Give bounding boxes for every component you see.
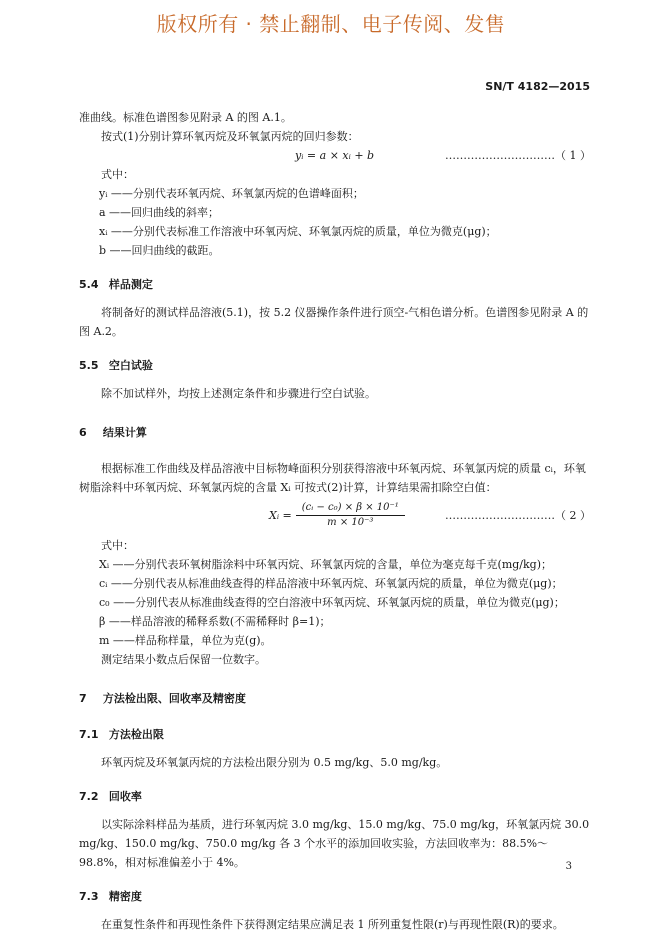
standard-code: SN/T 4182—2015 (485, 80, 590, 93)
section-7-3-text: 在重复性条件和再现性条件下获得测定结果应满足表 1 所列重复性限(r)与再现性限(R)的要求。 (101, 918, 564, 931)
section-title: 方法检出限、回收率及精密度 (102, 692, 246, 705)
section-number: 5.5 (79, 359, 99, 372)
formula-2 (79, 501, 591, 530)
formula-2-fraction (296, 501, 405, 530)
section-number: 6 (79, 426, 87, 439)
section-title: 精密度 (108, 890, 142, 903)
variable-definition: a ——回归曲线的斜率； (99, 206, 220, 219)
variable-definition: b ——回归曲线的截距。 (99, 244, 220, 257)
section-title: 样品测定 (108, 278, 153, 291)
section-title: 空白试验 (108, 359, 153, 372)
section-heading-7-2 (79, 787, 591, 806)
section-number: 7.1 (79, 728, 99, 741)
section-heading-7 (79, 689, 591, 708)
section-7-1-text: 环氧丙烷及环氧氯丙烷的方法检出限分别为 0.5 mg/kg、5.0 mg/kg。 (101, 756, 448, 769)
formula-2-lhs: Xᵢ = (269, 509, 292, 522)
formula-2-denominator: m × 10⁻³ (327, 517, 374, 528)
variable-definition: yᵢ ——分别代表环氧丙烷、环氧氯丙烷的色谱峰面积； (99, 187, 364, 200)
where-label-1: 式中： (101, 168, 134, 181)
variable-definition: cᵢ ——分别代表从标准曲线查得的样品溶液中环氧丙烷、环氧氯丙烷的质量，单位为微克(μg)； (99, 577, 563, 590)
section-6-text: 根据标准工作曲线及样品溶液中目标物峰面积分别获得溶液中环氧丙烷、环氧氯丙烷的质量 cᵢ，环氧树脂涂料中环氧丙烷、环氧氯丙烷的含量 Xᵢ 可按式(2)计算，计算结果需扣除空白值： (79, 462, 586, 494)
result-note: 测定结果小数点后保留一位数字。 (101, 653, 266, 666)
section-number: 7 (79, 692, 87, 705)
section-number: 7.3 (79, 890, 99, 903)
variable-definition: m ——样品称样量，单位为克(g)。 (99, 634, 272, 647)
section-title: 方法检出限 (108, 728, 164, 741)
section-title: 回收率 (108, 790, 142, 803)
formula-1-expression: yᵢ = a × xᵢ + b (295, 149, 375, 162)
section-number: 5.4 (79, 278, 99, 291)
copyright-watermark: 版权所有 · 禁止翻制、电子传阅、发售 (156, 12, 506, 36)
section-7-2-text: 以实际涂料样品为基质，进行环氧丙烷 3.0 mg/kg、15.0 mg/kg、75.0 mg/kg，环氧氯丙烷 30.0 mg/kg、150.0 mg/kg、750.0 mg/kg 各 3 个水平的添加回收实验，方法回收率为：88.5%～98.8%，相对标准偏差小于 4%。 (79, 818, 590, 869)
formula-2-numerator: (cᵢ − c₀) × β × 10⁻¹ (296, 501, 405, 516)
variable-definition: xᵢ ——分别代表标准工作溶液中环氧丙烷、环氧氯丙烷的质量，单位为微克(μg)； (99, 225, 497, 238)
formula-1 (79, 146, 591, 165)
section-heading-6 (79, 423, 591, 442)
section-heading-7-3 (79, 887, 591, 906)
formula-1-number: …………………………（ 1 ） (445, 149, 591, 162)
section-number: 7.2 (79, 790, 99, 803)
section-heading-5-4 (79, 275, 591, 294)
formula-2-number: …………………………（ 2 ） (445, 509, 591, 522)
section-5-4-text: 将制备好的测试样品溶液(5.1)，按 5.2 仪器操作条件进行顶空-气相色谱分析。色谱图参见附录 A 的图 A.2。 (79, 306, 589, 338)
intro-line-1: 准曲线。标准色谱图参见附录 A 的图 A.1。 (79, 111, 292, 124)
variable-definition: Xᵢ ——分别代表环氧树脂涂料中环氧丙烷、环氧氯丙烷的含量，单位为毫克每千克(mg/kg)； (99, 558, 553, 571)
variable-definition: c₀ ——分别代表从标准曲线查得的空白溶液中环氧丙烷、环氧氯丙烷的质量，单位为微克(μg)； (99, 596, 565, 609)
section-heading-5-5 (79, 356, 591, 375)
section-5-5-text: 除不加试样外，均按上述测定条件和步骤进行空白试验。 (101, 387, 376, 400)
intro-line-2: 按式(1)分别计算环氧丙烷及环氧氯丙烷的回归参数： (101, 130, 359, 143)
document-body (79, 108, 591, 934)
variable-definition: β ——样品溶液的稀释系数(不需稀释时 β=1)； (99, 615, 331, 628)
page-number: 3 (565, 861, 572, 872)
section-heading-7-1 (79, 725, 591, 744)
where-label-2: 式中： (101, 539, 134, 552)
section-title: 结果计算 (102, 426, 147, 439)
